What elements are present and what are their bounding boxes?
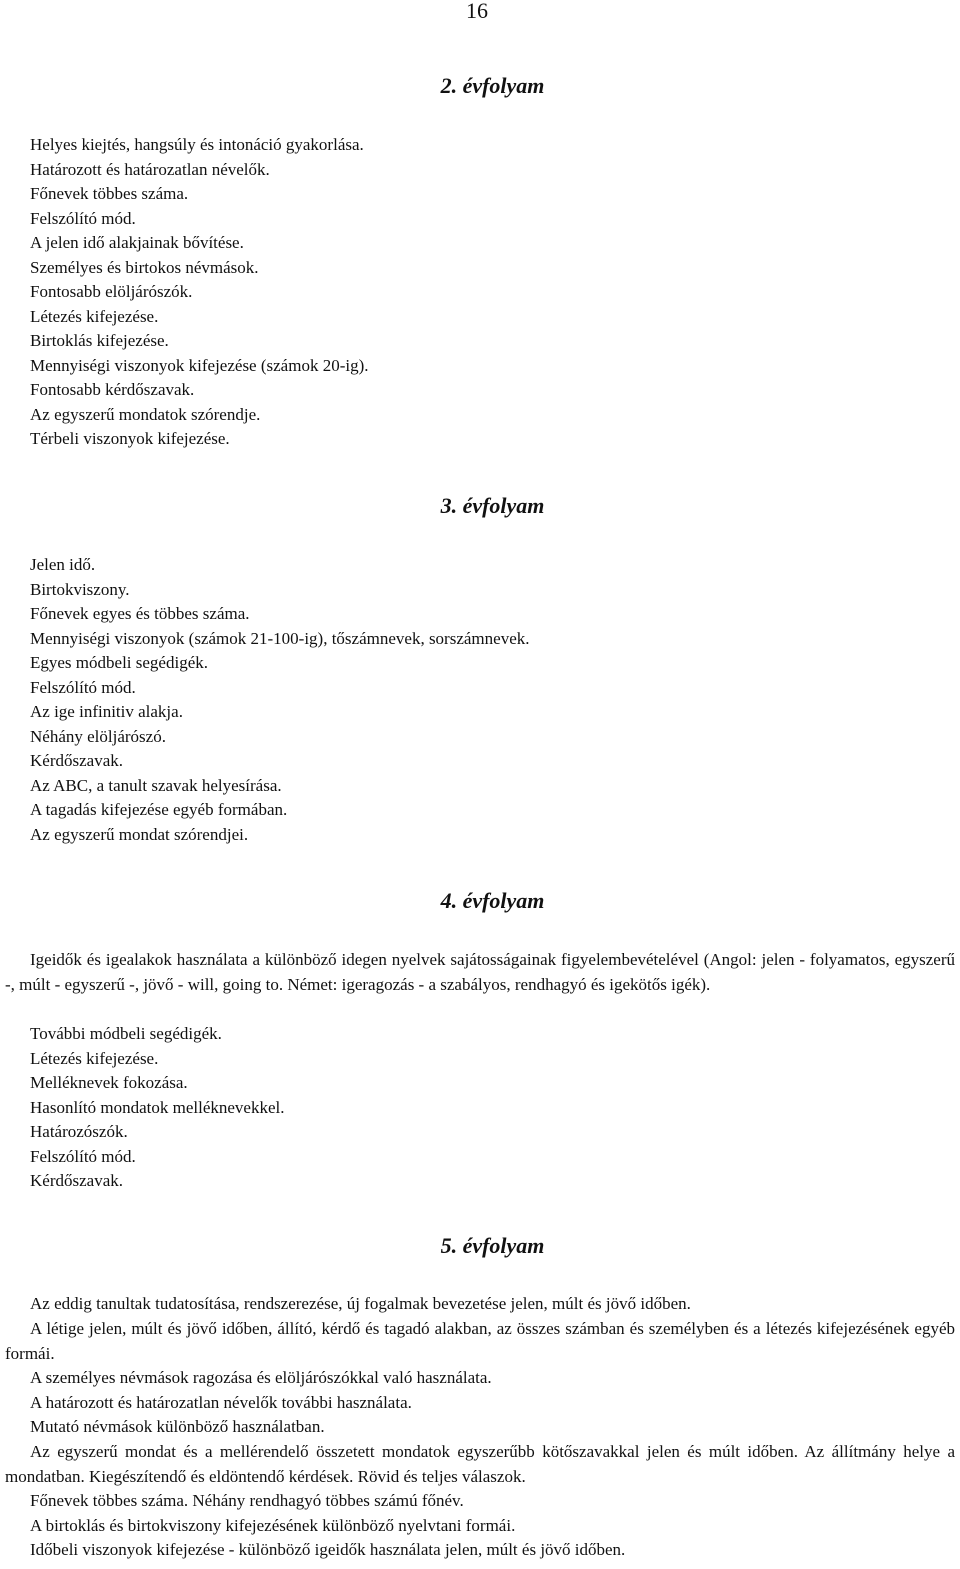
list-item: Felszólító mód. (30, 208, 136, 228)
list-item: Helyes kiejtés, hangsúly és intonáció gyakorlása. (30, 135, 364, 154)
topic-list-grade3 (30, 553, 530, 847)
list-item: Kérdőszavak. (30, 1171, 123, 1190)
list-item: Fontosabb elöljárószók. (30, 282, 193, 301)
list-item: Birtokviszony. (30, 579, 130, 599)
list-item: Jelen idő. (30, 555, 96, 574)
list-item: Az ABC, a tanult szavak helyesírása. (30, 775, 282, 795)
section-heading-grade4: 4. évfolyam (440, 888, 545, 913)
list-item: Melléknevek fokozása. (30, 1073, 188, 1092)
list-item: Létezés kifejezése. (30, 306, 159, 326)
list-item: Kérdőszavak. (30, 751, 123, 770)
list-item: További módbeli segédigék. (30, 1024, 222, 1043)
list-item: Birtoklás kifejezése. (30, 331, 169, 350)
list-item: Főnevek többes száma. (30, 184, 189, 203)
list-item: Személyes és birtokos névmások. (30, 257, 259, 277)
section-heading-grade2: 2. évfolyam (440, 73, 545, 98)
list-item: Térbeli viszonyok kifejezése. (30, 429, 230, 448)
grade5-paragraph: A létige jelen, múlt és jövő időben, állító, kérdő és tagadó alakban, az összes számban és személyben és a létezés kifejezésének egyéb formái. (5, 1319, 955, 1363)
list-item: Hasonlító mondatok melléknevekkel. (30, 1097, 285, 1117)
list-item: Határozószók. (30, 1122, 128, 1141)
list-item: A jelen idő alakjainak bővítése. (30, 233, 244, 252)
list-item: Fontosabb kérdőszavak. (30, 380, 195, 399)
list-item: Határozott és határozatlan névelők. (30, 159, 270, 179)
list-item: Az ige infinitiv alakja. (30, 702, 183, 721)
list-item: Néhány elöljárószó. (30, 726, 166, 746)
grade5-paragraph: A személyes névmások ragozása és elöljárószókkal való használata. (30, 1368, 492, 1387)
grade5-paragraph: A határozott és határozatlan névelők további használata. (30, 1393, 412, 1412)
grade4-intro-paragraph: Igeidők és igealakok használata a különböző idegen nyelvek sajátosságainak figyelembevételével (Angol: jelen - folyamatos, egyszerű -, múlt - egyszerű -, jövő - will, going to. Német: igeragozás - a szabályos, rendhagyó és igekötős igék). (5, 950, 955, 994)
list-item: Főnevek egyes és többes száma. (30, 604, 250, 623)
page-number: 16 (466, 0, 488, 23)
grade5-paragraph: Az eddig tanultak tudatosítása, rendszerezése, új fogalmak bevezetése jelen, múlt és jövő időben. (30, 1294, 691, 1313)
list-item: Felszólító mód. (30, 677, 136, 697)
section-heading-grade3: 3. évfolyam (440, 493, 545, 518)
list-item: Létezés kifejezése. (30, 1048, 159, 1068)
grade5-paragraph: Főnevek többes száma. Néhány rendhagyó többes számú főnév. (30, 1491, 464, 1510)
list-item: Felszólító mód. (30, 1146, 136, 1166)
list-item: A tagadás kifejezése egyéb formában. (30, 800, 288, 819)
section-heading-grade5: 5. évfolyam (440, 1233, 545, 1258)
grade5-paragraph: Az egyszerű mondat és a mellérendelő összetett mondatok egyszerűbb kötőszavakkal jelen és múlt időben. Az állítmány helye a mondatban. Kiegészítendő és eldöntendő kérdések. Rövid és teljes válaszok. (5, 1442, 955, 1486)
list-item: Egyes módbeli segédigék. (30, 653, 208, 672)
grade5-paragraph: Időbeli viszonyok kifejezése - különböző igeidők használata jelen, múlt és jövő időben. (30, 1540, 626, 1559)
topic-list-grade4 (30, 1022, 284, 1194)
list-item: Az egyszerű mondatok szórendje. (30, 404, 261, 424)
grade5-paragraph: Mutató névmások különböző használatban. (30, 1417, 325, 1436)
grade5-paragraph: A birtoklás és birtokviszony kifejezésének különböző nyelvtani formái. (30, 1516, 516, 1535)
topic-list-grade2 (30, 133, 369, 452)
list-item: Mennyiségi viszonyok kifejezése (számok 20-ig). (30, 355, 369, 375)
list-item: Az egyszerű mondat szórendjei. (30, 824, 249, 844)
list-item: Mennyiségi viszonyok (számok 21-100-ig), tőszámnevek, sorszámnevek. (30, 628, 530, 648)
